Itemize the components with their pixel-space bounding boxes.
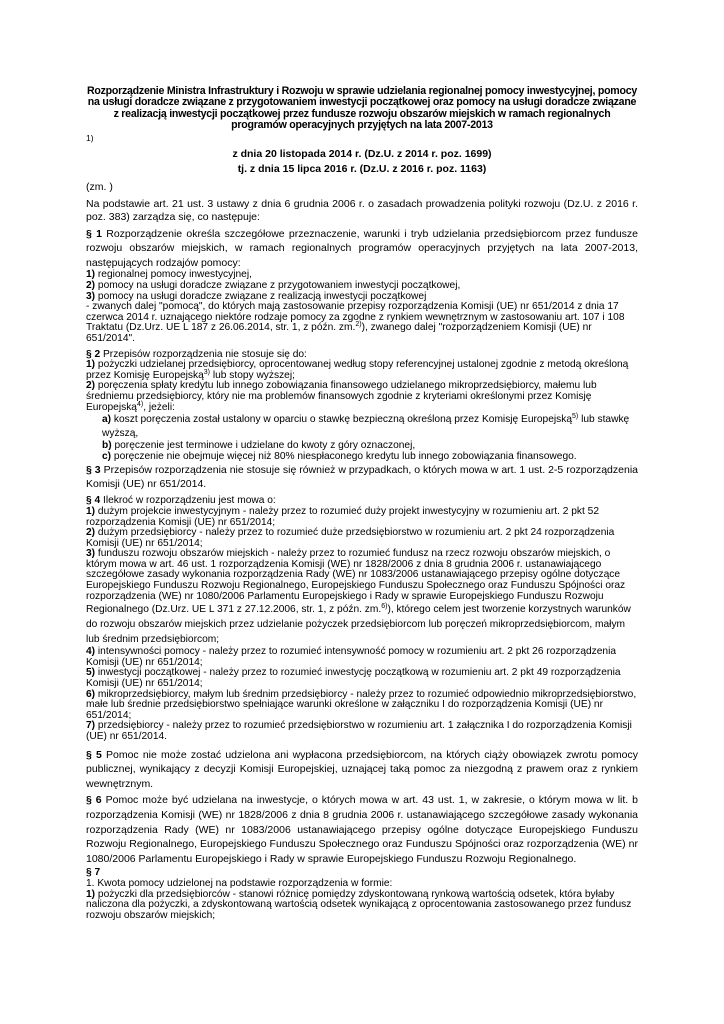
section-2-subitem: b) poręczenie jest terminowe i udzielane do kwoty z góry oznaczonej, [102,440,416,452]
document-page [86,86,638,921]
section-1-item: 2) pomocy na usługi doradcze związane z przygotowaniem inwestycji początkowej, [86,280,461,291]
section-mark: § 2 [86,348,101,360]
section-mark: § 7 [86,867,101,879]
footnote-reference: 1) [86,132,94,143]
section-4-item: 4) intensywności pomocy - należy przez to rozumieć intensywność pomocy w rozumieniu art. 2 pkt 26 rozporządzenia Komisji (UE) nr 651/2014; [86,646,617,668]
section-mark: § 5 [86,748,102,761]
section-mark: § 1 [86,227,102,240]
section-2-subitem: a) koszt poręczenia został ustalony w oparciu o stawkę bezpieczną określoną przez Komisję Europejską$^{5)}$ lub stawkę wyższą, [102,413,630,440]
date-line-consolidated: tj. z dnia 15 lipca 2016 r. (Dz.U. z 2016 r. poz. 1163) [237,162,487,175]
section-3: § 3 Przepisów rozporządzenia nie stosuje się również w przypadkach, o których mowa w art. 1 ust. 2-5 rozporządzenia Komisji (UE) nr 651/2014. [86,464,638,490]
date-line-original: z dnia 20 listopada 2014 r. (Dz.U. z 2014 r. poz. 1699) [232,147,492,160]
section-1 [86,227,638,271]
section-7-item: 1) pożyczki dla przedsiębiorców - stanowi różnicę pomiędzy zdyskontowaną rynkową wartością odsetek, która byłaby naliczona dla pożyczki, a zdyskontowaną wartością odsetek wynikającą z oprocentowania zastosowanego przez fundusz rozwoju obszarów miejskich; [86,888,632,921]
section-2: § 2 Przepisów rozporządzenia nie stosuje się do: [86,348,307,360]
section-4-item: 3) funduszu rozwoju obszarów miejskich - należy przez to rozumieć fundusz na rzecz rozwoju obszarów miejskich, o którym mowa w art. 46 ust. 1 rozporządzenia Komisji (WE) nr 1828/2006 z dnia 8 grudnia 2006 r. ustanawiającego szczegółowe zasady wykonania rozporządzenia Rady (WE) nr 1083/2006 ustanawiającego przepisy ogólne dotyczące Europejskiego Funduszu Rozwoju Regionalnego, Europejskiego Funduszu Społecznego oraz Funduszu Spójności oraz rozporządzenia (WE) nr 1080/2006 Parlamentu Europejskiego i Rady w sprawie Europejskiego Funduszu Rozwoju Regionalnego (Dz.Urz. UE L 371 z 27.12.2006, str. 1, z późn. zm.$^{6)}$), którego celem jest tworzenie korzystnych warunków do rozwoju obszarów miejskich przez udzielanie pożyczek przedsiębiorcom lub poręczeń mikroprzedsiębiorcom, małym lub średnim przedsiębiorcom; [86,548,631,646]
section-4-item: 7) przedsiębiorcy - należy przez to rozumieć przedsiębiorstwo w rozumieniu art. 1 załącznika I do rozporządzenia Komisji (UE) nr 651/2014. [86,720,632,742]
section-2-item: 1) pożyczki udzielanej przedsiębiorcy, oprocentowanej według stopy referencyjnej ustalonej zgodnie z metodą określoną przez Komisję Europejską$^{3)}$ lub stopy wyższej; [86,359,629,381]
section-1-text: Rozporządzenie określa szczegółowe przeznaczenie, warunki i tryb udzielania przedsiębiorcom przez fundusze rozwoju obszarów miejskich, w ramach regionalnych programów operacyjnych przyjętych na lata 2007-2013, następujących rodzajów pomocy: [86,227,639,269]
footnote-marker: 6) [381,603,388,611]
section-4: § 4 Ilekroć w rozporządzeniu jest mowa o: [86,495,276,507]
footnote-marker: 2) [355,321,362,329]
section-6: § 6 Pomoc może być udzielana na inwestycje, o których mowa w art. 43 ust. 1, w zakresie, o którym mowa w lit. b rozporządzenia Komisji (WE) nr 1828/2006 z dnia 8 grudnia 2006 r. ustanawiającego szczegółowe zasady wykonania rozporządzenia Rady (WE) nr 1083/2006 ustanawiającego przepisy ogólne dotyczące Europejskiego Funduszu Rozwoju Regionalnego, Europejskiego Funduszu Społecznego oraz Funduszu Spójności oraz rozporządzenia (WE) nr 1080/2006 Parlamentu Europejskiego i Rady w sprawie Europejskiego Funduszu Rozwoju Regionalnego. [86,794,638,865]
footnote-marker: 4) [136,400,144,408]
section-4-item: 6) mikroprzedsiębiorcy, małym lub średnim przedsiębiorcy - należy przez to rozumieć odpowiednio mikroprzedsiębiorstwo, małe lub średnie przedsiębiorstwo spełniające warunki określone w załączniku I do rozporządzenia Komisji (UE) nr 651/2014; [86,688,637,721]
section-7-text: 1. Kwota pomocy udzielonej na podstawie rozporządzenia w formie: [86,877,393,889]
section-mark: § 4 [86,495,101,507]
document-title: Rozporządzenie Ministra Infrastruktury i Rozwoju w sprawie udzielania regionalnej pomocy inwestycyjnej, pomocy na usługi doradcze związane z przygotowaniem inwestycji początkowej oraz pomocy na usługi doradcze związane z realizacją inwestycji początkowej przez fundusze rozwoju obszarów miejskich w ramach regionalnych programów operacyjnych przyjętych na lata 2007-2013 [87,85,637,132]
section-2-item: 2) poręczenia spłaty kredytu lub innego zobowiązania finansowego udzielanego mikroprzedsiębiorcy, małemu lub średniemu przedsiębiorcy, który nie ma problemów finansowych zgodnie z kryteriami określonymi przez Komisję Europejską$^{4)}$, jeżeli: [86,380,597,413]
section-2-subitem: c) poręczenie nie obejmuje więcej niż 80% niespłaconego kredytu lub innego zobowiązania finansowego. [102,450,577,462]
section-mark: § 6 [86,794,102,807]
section-4-item: 1) dużym projekcie inwestycyjnym - należy przez to rozumieć duży projekt inwestycyjny w rozumieniu art. 2 pkt 52 rozporządzenia Komisji (UE) nr 651/2014; [86,505,599,528]
section-1-closing: - zwanych dalej "pomocą", do których mają zastosowanie przepisy rozporządzenia Komisji (UE) nr 651/2014 z dnia 17 czerwca 2014 r. uznającego niektóre rodzaje pomocy za zgodne z rynkiem wewnętrznym w zastosowaniu art. 107 i 108 Traktatu (Dz.Urz. UE L 187 z 26.06.2014, str. 1, z późn. zm.$^{2)}$), zwanego dalej "rozporządzeniem Komisji (UE) nr 651/2014". [86,301,625,344]
footnote-marker: 3) [203,368,211,376]
footnote-marker: 5) [572,413,579,421]
amendments-note: (zm. ) [86,180,113,193]
section-4-item: 5) inwestycji początkowej - należy przez to rozumieć inwestycję początkową w rozumieniu art. 2 pkt 49 rozporządzenia Komisji (UE) nr 651/2014; [86,667,621,690]
section-5: § 5 Pomoc nie może zostać udzielona ani wypłacona przedsiębiorcom, na których ciąży obowiązek zwrotu pomocy publicznej, wynikający z decyzji Komisji Europejskiej, uznającej taką pomoc za niezgodną z prawem oraz z rynkiem wewnętrznym. [86,748,638,790]
section-mark: § 3 [86,464,101,477]
section-1-item: 3) pomocy na usługi doradcze związane z realizacją inwestycji początkowej [86,290,427,302]
legal-basis-intro: Na podstawie art. 21 ust. 3 ustawy z dnia 6 grudnia 2006 r. o zasadach prowadzenia polityki rozwoju (Dz.U. z 2016 r. poz. 383) zarządza się, co następuje: [86,197,638,224]
section-1-item: 1) regionalnej pomocy inwestycyjnej, [86,269,252,281]
section-4-item: 2) dużym przedsiębiorcy - należy przez to rozumieć duże przedsiębiorstwo w rozumieniu art. 2 pkt 24 rozporządzenia Komisji (UE) nr 651/2014; [86,527,615,549]
